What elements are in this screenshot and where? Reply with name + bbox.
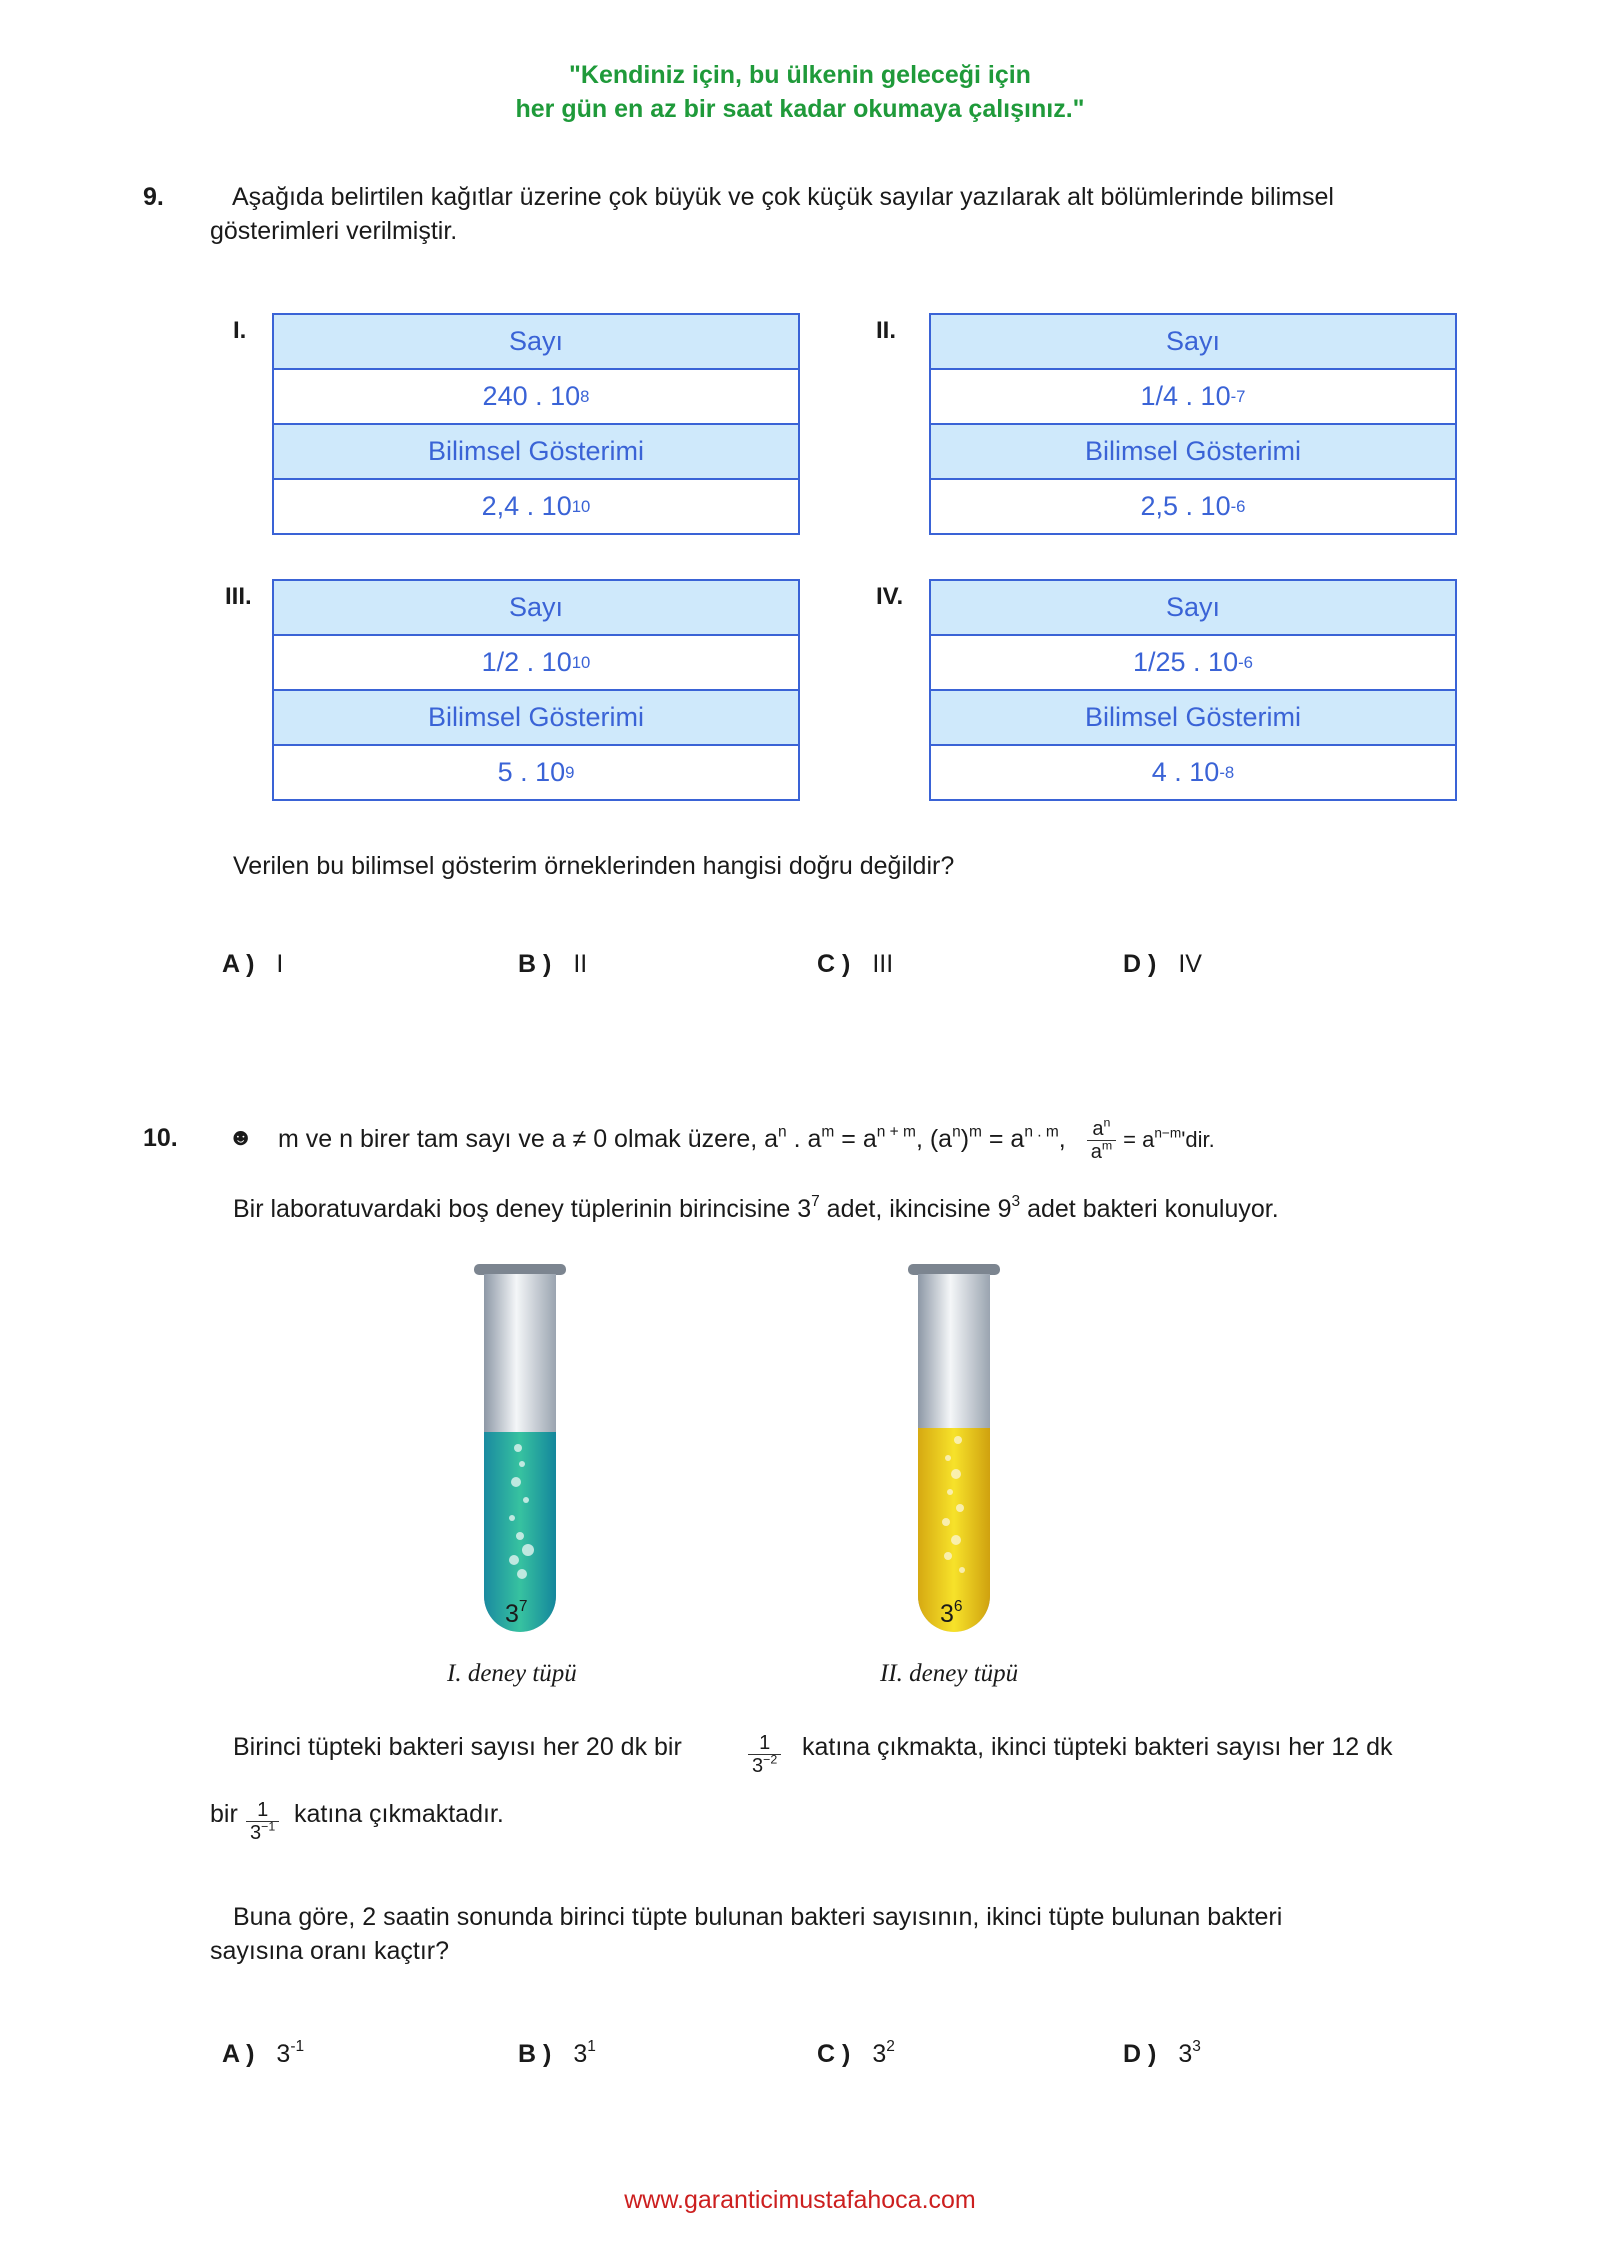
question-9-text-line-2: gösterimleri verilmiştir.: [210, 217, 458, 245]
q9-option-d[interactable]: D ) IV: [1123, 950, 1202, 978]
card-3-sci-value: 5 . 10 9: [274, 744, 798, 799]
test-tube-2-caption: II. deney tüpü: [880, 1660, 1019, 1687]
q10-option-b[interactable]: B ) $3^1$: [518, 2038, 596, 2068]
card-2: [929, 313, 1457, 535]
division-rule-fraction: $\frac{a^n}{a^m}$: [1087, 1118, 1116, 1163]
card-4-header: Sayı: [931, 581, 1455, 634]
card-4-number: 1/25 . 10 -6: [931, 634, 1455, 689]
card-2-header: Sayı: [931, 315, 1455, 368]
footer-url[interactable]: www.garanticimustafahoca.com: [624, 2186, 976, 2214]
question-9-prompt: Verilen bu bilimsel gösterim örneklerinden hangisi doğru değildir?: [233, 852, 955, 880]
growth-text-4: katına çıkmaktadır.: [294, 1800, 504, 1828]
card-4: [929, 579, 1457, 801]
test-tube-1-caption: I. deney tüpü: [447, 1660, 577, 1687]
card-4-sci-label: Bilimsel Gösterimi: [931, 689, 1455, 744]
question-9-text-line-1: Aşağıda belirtilen kağıtlar üzerine çok büyük ve çok küçük sayılar yazılarak alt bölümlerinde bilimsel: [232, 183, 1334, 211]
card-4-sci-value: 4 . 10 -8: [931, 744, 1455, 799]
lab-statement: Bir laboratuvardaki boş deney tüplerinin birincisine $3^7$ adet, ikincisine $9^3$ adet bakteri konuluyor.: [233, 1193, 1279, 1223]
card-1-number: 240 . 10 8: [274, 368, 798, 423]
card-2-sci-label: Bilimsel Gösterimi: [931, 423, 1455, 478]
card-3-roman: III.: [225, 583, 252, 610]
growth-fraction-2: $\frac{1}{3^{-1}}$: [246, 1799, 279, 1844]
card-3-sci-label: Bilimsel Gösterimi: [274, 689, 798, 744]
motto-line-1: "Kendiniz için, bu ülkenin geleceği için: [569, 61, 1031, 89]
question-10-prompt-line-1: Buna göre, 2 saatin sonunda birinci tüpte bulunan bakteri sayısının, ikinci tüpte bulunan bakteri: [233, 1903, 1283, 1931]
card-1-roman: I.: [233, 317, 247, 344]
q10-option-c[interactable]: C ) $3^2$: [817, 2038, 895, 2068]
q9-option-b[interactable]: B ) II: [518, 950, 588, 978]
q10-option-d[interactable]: D ) $3^3$: [1123, 2038, 1201, 2068]
card-1: [272, 313, 800, 535]
card-1-header: Sayı: [274, 315, 798, 368]
growth-text-2: katına çıkmakta, ikinci tüpteki bakteri sayısı her 12 dk: [802, 1733, 1393, 1761]
growth-text-1: Birinci tüpteki bakteri sayısı her 20 dk bir: [233, 1733, 682, 1761]
exponent-rule: m ve n birer tam sayı ve a ≠ 0 olmak üzere, $a^n$ . $a^m = a^{n + m}$, $(a^n)^m = a^{n . m}$, $\frac{a^n}{a^m}$ = $a^{n-m}'dir$.: [278, 1115, 1215, 1163]
smiley-bullet-icon: ☻: [228, 1124, 254, 1151]
q10-option-a[interactable]: A ) $3^{-1}$: [222, 2038, 305, 2068]
growth-text-3: bir: [210, 1800, 238, 1828]
card-4-roman: IV.: [876, 583, 904, 610]
card-1-sci-label: Bilimsel Gösterimi: [274, 423, 798, 478]
question-9-number: 9.: [143, 183, 164, 211]
question-10-prompt-line-2: sayısına oranı kaçtır?: [210, 1937, 450, 1965]
test-tube-2-label: $3^6$: [940, 1598, 963, 1628]
card-3-number: 1/2 . 10 10: [274, 634, 798, 689]
q9-option-a[interactable]: A ) I: [222, 950, 284, 978]
growth-fraction-1: $\frac{1}{3^{-2}}$: [748, 1732, 781, 1777]
question-10-number: 10.: [143, 1124, 178, 1152]
card-2-number: 1/4 . 10 -7: [931, 368, 1455, 423]
test-tube-1-label: $3^7$: [505, 1598, 528, 1628]
card-2-roman: II.: [876, 317, 897, 344]
card-3: [272, 579, 800, 801]
card-3-header: Sayı: [274, 581, 798, 634]
motto-line-2: her gün en az bir saat kadar okumaya çalışınız.": [515, 95, 1085, 123]
card-2-sci-value: 2,5 . 10 -6: [931, 478, 1455, 533]
q9-option-c[interactable]: C ) III: [817, 950, 894, 978]
card-1-sci-value: 2,4 . 10 10: [274, 478, 798, 533]
